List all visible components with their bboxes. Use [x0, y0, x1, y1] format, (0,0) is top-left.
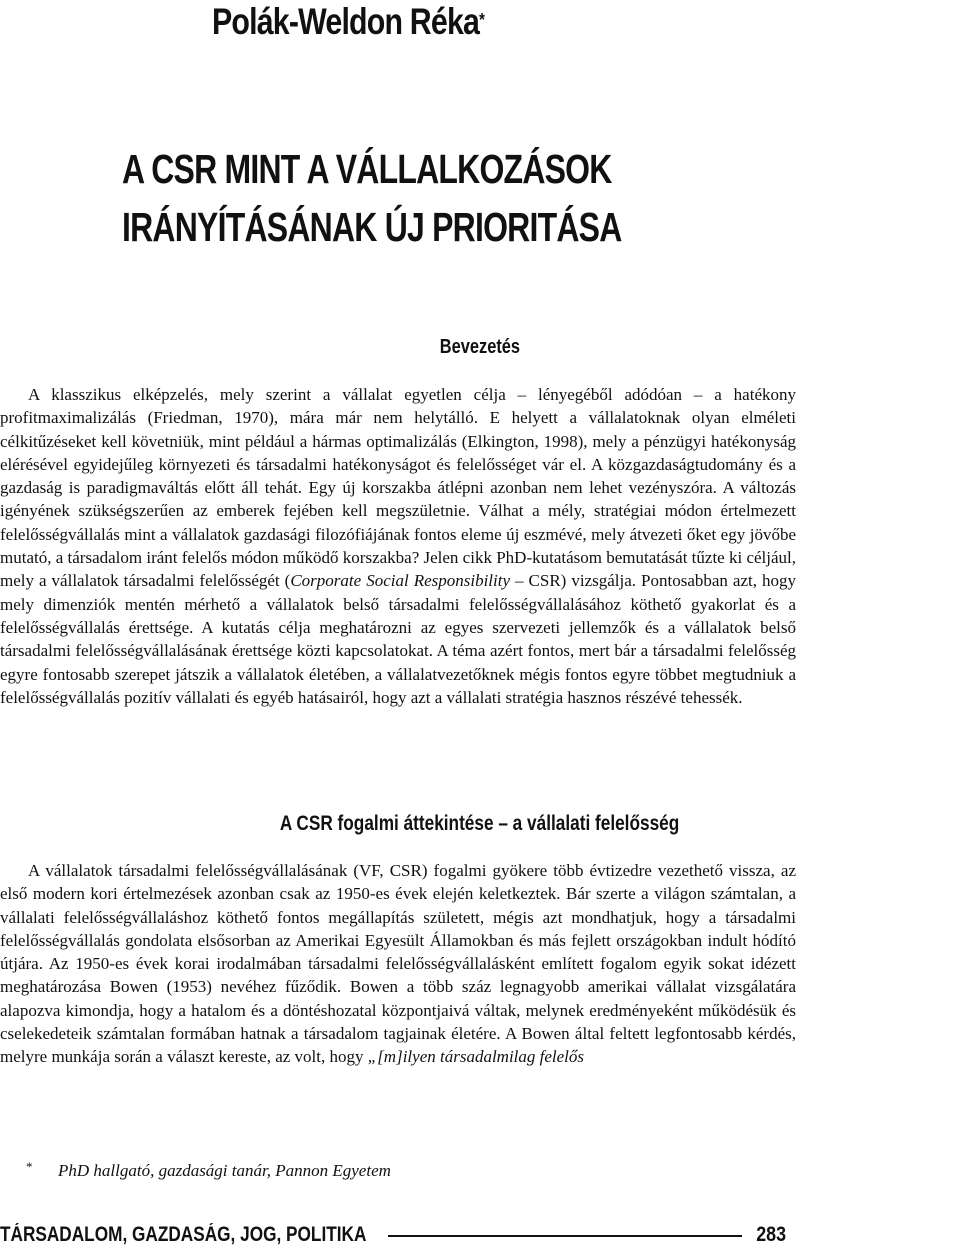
footer-rule	[388, 1235, 742, 1237]
section-heading-csr-text: A CSR fogalmi áttekintése – a vállalati felelősség	[280, 812, 680, 835]
page-footer	[0, 1220, 796, 1250]
intro-paragraph-end: – CSR) vizsgálja. Pontosabban azt, hogy mely dimenziók mentén mérhető a vállalatok belső társadalmi felelősségvállalásához köthető gyakorlat és a felelősségvállalás érettsége. A kutatás célja meghatározni az egyes szervezeti jellemzők és a vállalatok belső társadalmi felelősségvállalásának érettsége közti kapcsolatokat. A téma azért fontos, mert bár a társadalmi felelősség egyre fontosabb szerepet játszik a vállalatok életében, a vállalatvezetőknek mégis fontos egyre többet megtudniuk a felelősségvállalás pozitív vállalati és egyéb hatásairól, hogy azt a vállalati stratégia hasznos részévé tehessék.	[0, 571, 797, 707]
journal-name: TÁRSADALOM, GAZDASÁG, JOG, POLITIKA	[0, 1223, 367, 1246]
intro-paragraph	[0, 383, 796, 709]
article-title	[122, 140, 622, 256]
section-heading-intro	[0, 335, 960, 359]
csr-paragraph-start: A vállalatok társadalmi felelősségvállalásának (VF, CSR) fogalmi gyökere több évtizedre vezethető vissza, az első modern kori értelmezések azonban csak az 1950-es évek elején keletkeztek. Bár szerte a világon számtalan, a vállalati felelősségvállaláshoz köthető fontos megállapítás született, mégis azt mondhatjuk, hogy a társadalmi felelősségvállalás gondolata elsősorban az Amerikai Egyesült Államokban és más fejlett országokban indult hódító útjára. Az 1950-es évek korai irodalmában társadalmi felelősségvállalásként említett fogalom egyik sokat idézett meghatározása Bowen (1953) nevéhez fűződik. Bowen a több száz legnagyobb amerikai vállalat vizsgálatára alapozva kimondja, hogy a hatalom és a döntéshozatal központjaivá váltak, melynek eredményeként működésük és cselekedeteik számtalan formában hatnak a társadalom tagjainak életére. A Bowen által feltett legfontosabb kérdés, melyre munkája során a választ kereste, az volt, hogy	[0, 861, 796, 1067]
section-heading-intro-text: Bevezetés	[439, 336, 521, 358]
csr-body	[0, 859, 796, 1069]
intro-paragraph-start: A klasszikus elképzelés, mely szerint a vállalat egyetlen célja – lényegéből adódóan – a hatékony profitmaximalizálás (Friedman, 1970), mára már nem helytálló. E helyett a vállalatoknak olyan elméleti célkitűzéseket kell követniük, mint például a hármas optimalizálás (Elkington, 1998), mely a pénzügyi hatékonyság elérésével egyidejűleg környezeti és társadalmi hatékonyságot és felelősséget vár el. A közgazdaságtudomány és a gazdaság is paradigmaváltás előtt áll tehát. Egy új korszakba átlépni azonban nem lehet vezényszóra. A változás igényének szükségszerűen az emberek fejében kell megszületnie. Válhat a mély, stratégiai módon értelmezett felelősségvállalás mint a vállalatok gazdasági filozófiájának fontos eleme új eszmévé, mely átvezeti őket egy jövőbe mutató, a társadalom iránt felelős módon működő korszakba? Jelen cikk PhD-kutatásom bemutatását tűzte ki céljául, mely a vállalatok társadalmi felelősségét (	[0, 385, 796, 591]
intro-body	[0, 383, 796, 709]
csr-paragraph	[0, 859, 796, 1069]
footnote-text: PhD hallgató, gazdasági tanár, Pannon Egyetem	[58, 1161, 391, 1180]
intro-paragraph-italic: Corporate Social Responsibility	[290, 571, 511, 591]
section-heading-csr	[0, 812, 960, 836]
article-title-line-1: A CSR MINT A VÁLLALKOZÁSOK	[122, 146, 612, 192]
page-number: 283	[756, 1223, 786, 1246]
author-name	[212, 0, 484, 44]
article-title-line-2: IRÁNYÍTÁSÁNAK ÚJ PRIORITÁSA	[122, 204, 622, 250]
author-footnote-mark: *	[479, 10, 484, 30]
author-name-text: Polák-Weldon Réka	[212, 1, 480, 42]
csr-paragraph-italic: „[m]ilyen társadalmilag felelős	[367, 1047, 585, 1067]
footnote-mark: *	[26, 1159, 33, 1174]
